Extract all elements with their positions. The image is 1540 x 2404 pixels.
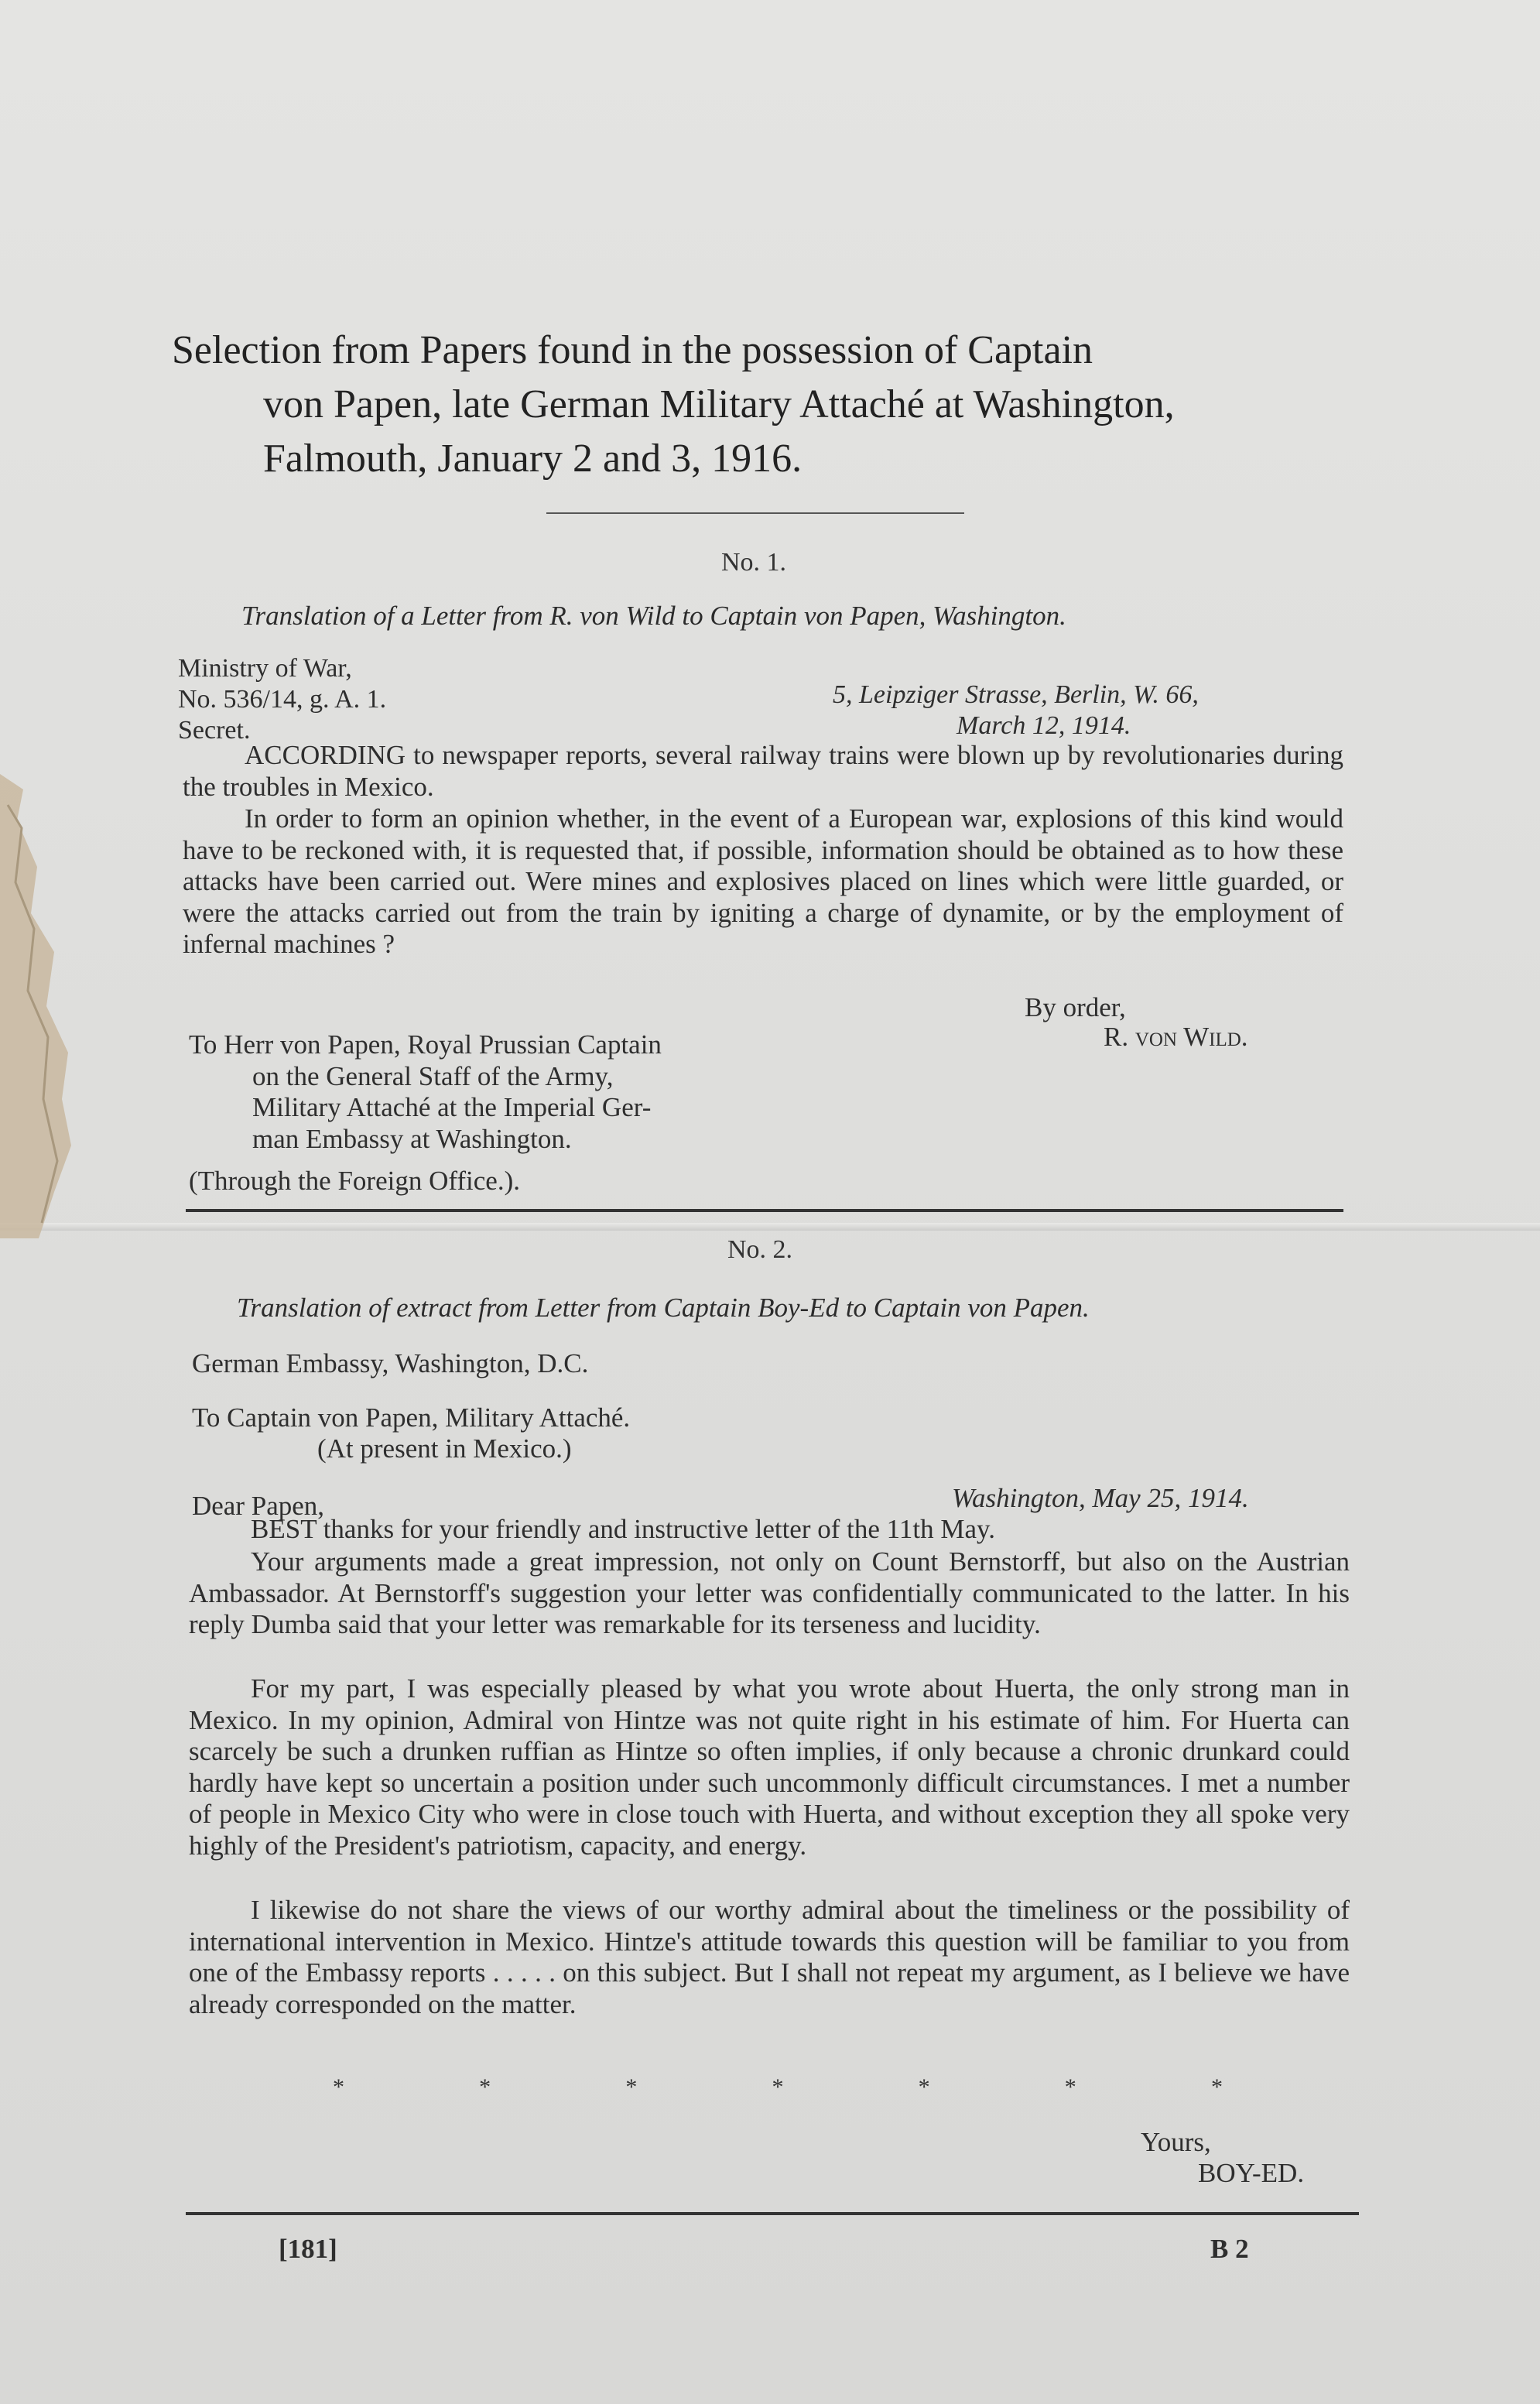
section-divider (186, 1209, 1343, 1212)
doc2-paragraph-2 (189, 1546, 1350, 1641)
star: * (1210, 2074, 1223, 2100)
star: * (333, 2074, 344, 2100)
section-break-stars (333, 2074, 1223, 2101)
doc2-sender: German Embassy, Washington, D.C. (192, 1348, 589, 1378)
doc1-signoff: By order, (1025, 992, 1126, 1022)
doc1-recipient-line-2: on the General Staff of the Army, (252, 1060, 614, 1091)
footer-divider (186, 2212, 1359, 2215)
doc2-para1-text: thanks for your friendly and instructive letter of the 11th May. (316, 1514, 995, 1544)
doc2-closing: Yours, (1141, 2127, 1211, 2157)
star: * (918, 2074, 930, 2100)
doc2-to-line-1: To Captain von Papen, Military Attaché. (192, 1402, 631, 1433)
doc1-signature: R. von Wild. (1104, 1022, 1248, 1052)
doc1-office-line-1: Ministry of War, (178, 654, 352, 683)
doc2-salutation: Dear Papen, (192, 1491, 325, 1521)
doc1-paragraph-1 (183, 740, 1343, 803)
doc1-recipient-block (189, 1029, 662, 1197)
title-line-2: von Papen, late German Military Attaché at Washington, (263, 382, 1175, 426)
doc1-office-line-3: Secret. (178, 716, 251, 745)
torn-edge (0, 774, 74, 1238)
doc2-para2-text: Your arguments made a great impression, not only on Count Bernstorff, but also on the Austrian Ambassador. At Bernstorff's suggestion your letter was confidentially communicated to the latter. In his reply Dumba said that your letter was remarkable for its terseness and lucidity. (189, 1546, 1350, 1639)
doc2-para3-text: For my part, I was especially pleased by what you wrote about Huerta, the only strong man in Mexico. In my opinion, Admiral von Hintze was not quite right in his estimate of him. For Huerta can scarcely be such a drunken ruffian as Hintze so often implies, if only because a chronic drunkard could hardly have kept so uncertain a position under such uncommonly difficult circumstances. I met a number of people in Mexico City who were in close touch with Huerta, and without exception they all spoke very highly of the President's patriotism, capacity, and energy. (189, 1673, 1350, 1861)
star: * (625, 2074, 638, 2100)
doc1-paragraph-2 (183, 803, 1343, 961)
paper-fold (0, 1223, 1540, 1231)
doc1-number: No. 1. (721, 548, 787, 577)
footer-code: [181] (279, 2234, 337, 2264)
doc1-recipient-line-4: man Embassy at Washington. (252, 1123, 572, 1154)
star: * (479, 2074, 491, 2100)
title-divider (546, 512, 964, 514)
doc1-office-block (178, 653, 386, 746)
doc1-recipient-line-1: To Herr von Papen, Royal Prussian Captain (189, 1029, 662, 1060)
doc2-heading: Translation of extract from Letter from Captain Boy-Ed to Captain von Papen. (237, 1293, 1090, 1323)
doc2-dateline: Washington, May 25, 1914. (952, 1483, 1249, 1513)
document-title (172, 324, 1348, 486)
star: * (772, 2074, 784, 2100)
doc2-para1-lead: BEST (251, 1514, 317, 1544)
title-line-1: Selection from Papers found in the possession of Captain (172, 328, 1093, 372)
doc1-date: March 12, 1914. (957, 711, 1131, 740)
doc2-para4-text: I likewise do not share the views of our worthy admiral about the timeliness or the possibility of international intervention in Mexico. Hintze's attitude towards this question will be familiar to you from one of the Embassy reports . . . . . on this subject. But I shall not repeat my argument, as I believe we have already corresponded on the matter. (189, 1895, 1350, 2019)
doc2-paragraph-4 (189, 1895, 1350, 2020)
star: * (1064, 2074, 1076, 2100)
doc2-to-line-2: (At present in Mexico.) (317, 1433, 572, 1464)
doc2-number: No. 2. (727, 1235, 793, 1264)
doc2-paragraph-1 (189, 1514, 1350, 1546)
doc1-office-line-2: No. 536/14, g. A. 1. (178, 685, 387, 714)
footer-signature-mark: B 2 (1210, 2234, 1249, 2264)
doc1-para2-text: In order to form an opinion whether, in the event of a European war, explosions of this kind would have to be reckoned with, it is requested that, if possible, information should be obtained as to how these attacks have been carried out. Were mines and explosives placed on lines which were little guarded, or were the attacks carried out from the train by igniting a charge of dynamite, or by the employment of infernal machines ? (183, 803, 1343, 959)
title-line-3: Falmouth, January 2 and 3, 1916. (263, 437, 803, 481)
doc1-recipient-line-3: Military Attaché at the Imperial Ger- (252, 1092, 652, 1122)
doc2-signature: BOY-ED. (1198, 2158, 1305, 2188)
doc1-heading: Translation of a Letter from R. von Wild to Captain von Papen, Washington. (241, 601, 1066, 631)
doc2-paragraph-3 (189, 1673, 1350, 1861)
doc1-para1-text: to newspaper reports, several railway trains were blown up by revolutionaries during the troubles in Mexico. (183, 740, 1343, 802)
doc1-address: 5, Leipziger Strasse, Berlin, W. 66, (833, 680, 1199, 709)
doc1-recipient-line-5: (Through the Foreign Office.). (189, 1166, 520, 1196)
doc1-para1-lead: ACCORDING (245, 740, 406, 770)
